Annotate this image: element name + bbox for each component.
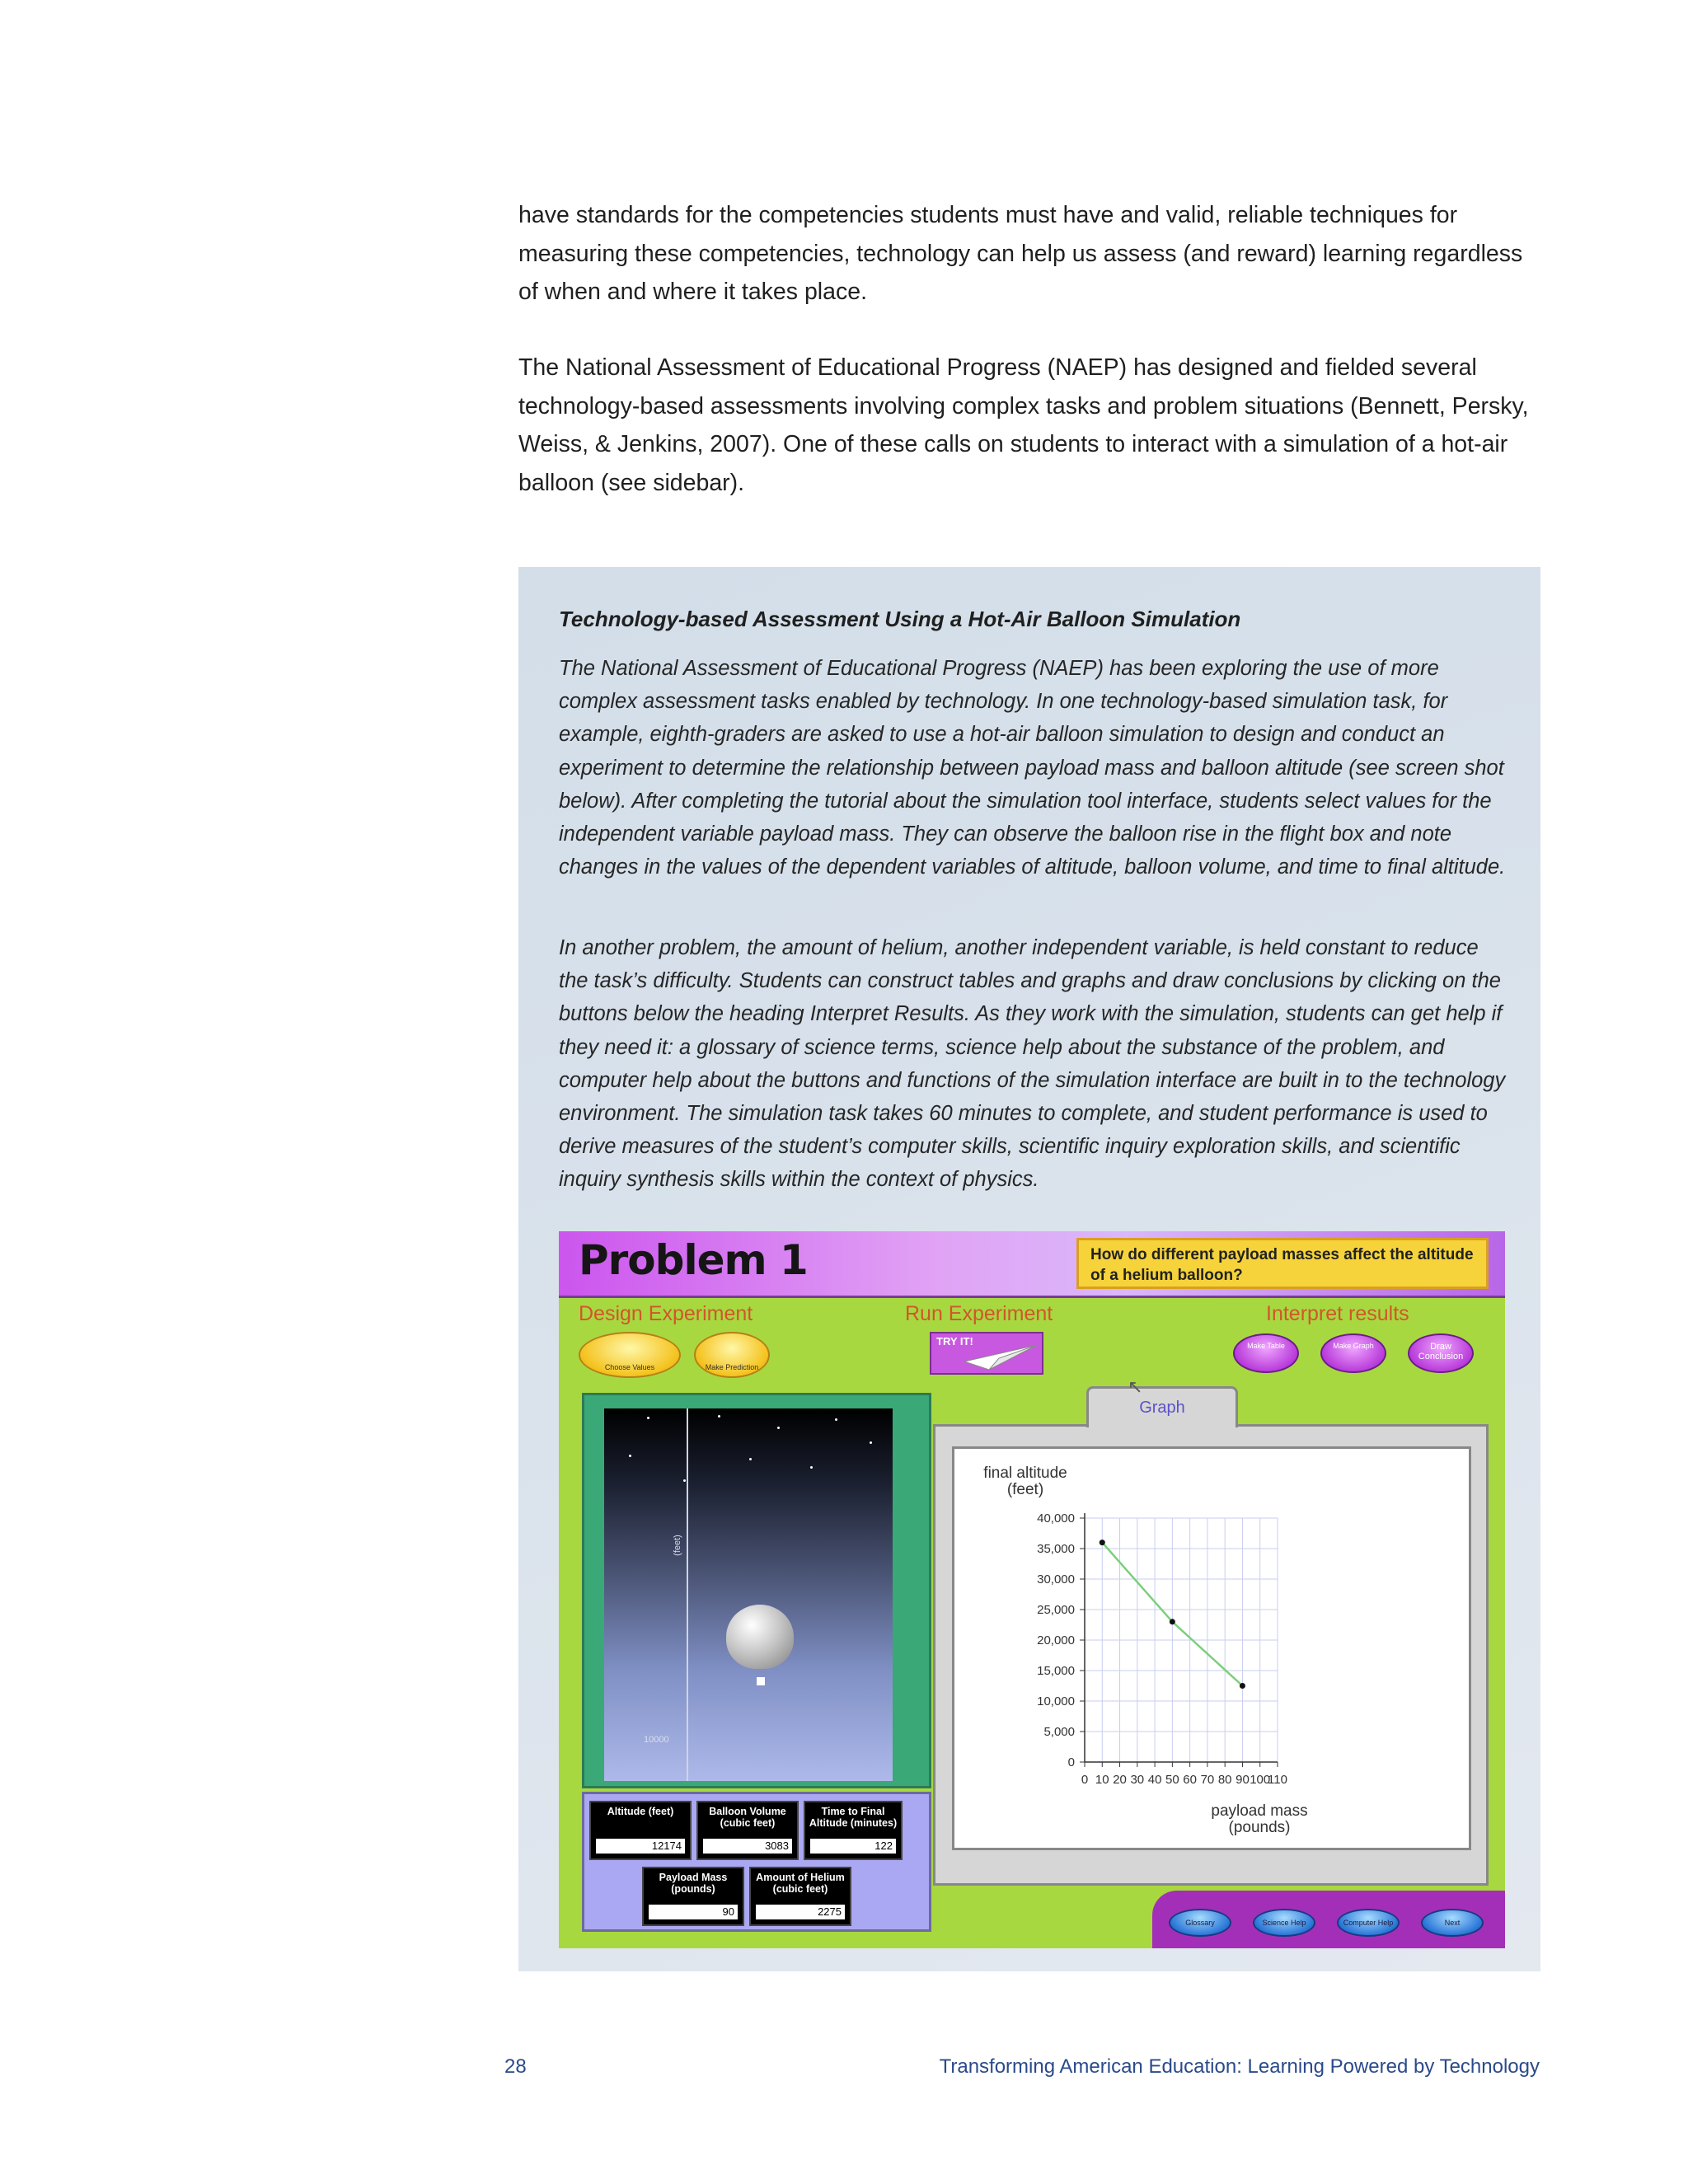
predict-button[interactable]: Make Prediction xyxy=(694,1332,770,1378)
make-table-button[interactable]: Make Table xyxy=(1233,1333,1299,1373)
try-it-button[interactable] xyxy=(930,1332,1043,1375)
time-gauge xyxy=(804,1801,903,1860)
altitude-scale-unit: (feet) xyxy=(672,1535,682,1556)
x-tick-label: 80 xyxy=(1217,1773,1232,1787)
balloon-volume-value: 3083 xyxy=(703,1839,792,1854)
star xyxy=(749,1458,752,1460)
payload-mass-gauge xyxy=(642,1867,744,1926)
page-number: 28 xyxy=(504,2055,527,2078)
y-tick-label: 10,000 xyxy=(1037,1694,1075,1708)
next-button[interactable]: Next xyxy=(1421,1909,1484,1937)
altitude-chart xyxy=(954,1449,1474,1853)
y-tick-label: 0 xyxy=(1067,1755,1075,1769)
problem-title: Problem 1 xyxy=(579,1236,808,1284)
star xyxy=(683,1479,686,1482)
x-tick-label: 10 xyxy=(1095,1773,1109,1787)
computer-help-button[interactable]: Computer Help xyxy=(1337,1909,1400,1937)
x-tick-label: 30 xyxy=(1130,1773,1145,1787)
body-paragraph-2: The National Assessment of Educational Progress (NAEP) has designed and fielded several technology-based assessments involving complex tasks and problem situations (Bennett, Persky, Weiss, & Jenkins, 2007). One of these calls on students to interact with a simulation of a hot-air balloon (see sidebar). xyxy=(518,354,1529,496)
paper-plane-icon xyxy=(931,1333,1045,1376)
y-tick-label: 5,000 xyxy=(1043,1725,1075,1739)
draw-conclusion-button[interactable]: Draw Conclusion xyxy=(1408,1333,1474,1373)
altitude-value: 12174 xyxy=(596,1839,685,1854)
tab-graph[interactable]: Graph xyxy=(1086,1386,1238,1427)
body-paragraph-1: have standards for the competencies students must have and valid, reliable techniques for measuring these competencies, technology can help us assess (and reward) learning regardless of when and where it takes place. xyxy=(518,202,1523,305)
payload-mass-label: Payload Mass (pounds) xyxy=(659,1872,728,1895)
x-axis-label: payload mass (pounds) xyxy=(1211,1802,1308,1836)
science-help-button[interactable]: Science Help xyxy=(1253,1909,1315,1937)
x-tick-label: 0 xyxy=(1081,1773,1089,1787)
y-axis-label: final altitude (feet) xyxy=(983,1465,1067,1498)
graph-area xyxy=(952,1446,1471,1850)
graph-panel xyxy=(933,1424,1489,1886)
simulation-header xyxy=(559,1231,1505,1298)
payload-mass-value[interactable]: 90 xyxy=(649,1905,738,1919)
data-point xyxy=(1100,1540,1105,1545)
star xyxy=(870,1441,872,1444)
y-tick-label: 25,000 xyxy=(1037,1603,1075,1617)
altitude-scale xyxy=(687,1408,688,1781)
altitude-scale-tick: 10000 xyxy=(644,1735,669,1745)
problem-question: How do different payload masses affect the altitude of a helium balloon? xyxy=(1076,1238,1489,1289)
star xyxy=(810,1466,813,1469)
try-it-label: TRY IT! xyxy=(936,1335,973,1347)
choose-values-button[interactable]: Choose Values xyxy=(579,1332,681,1378)
x-tick-label: 60 xyxy=(1183,1773,1197,1787)
helium-label: Amount of Helium (cubic feet) xyxy=(756,1872,845,1895)
time-value: 122 xyxy=(810,1839,896,1854)
glossary-button[interactable]: Glossary xyxy=(1169,1909,1231,1937)
balloon-basket xyxy=(757,1677,765,1685)
helium-value: 2275 xyxy=(756,1905,845,1919)
star xyxy=(718,1415,720,1418)
sidebar-box xyxy=(518,567,1540,1971)
y-tick-label: 15,000 xyxy=(1037,1664,1075,1678)
flight-box xyxy=(604,1408,893,1781)
x-tick-label: 100 xyxy=(1250,1773,1271,1787)
simulation-screenshot xyxy=(559,1231,1505,1948)
star xyxy=(647,1417,649,1419)
x-tick-label: 50 xyxy=(1165,1773,1179,1787)
time-label: Time to Final Altitude (minutes) xyxy=(809,1806,898,1829)
running-footer: Transforming American Education: Learning Powered by Technology xyxy=(939,2055,1540,2078)
run-experiment-label: Run Experiment xyxy=(905,1302,1053,1325)
star xyxy=(629,1455,631,1457)
star xyxy=(835,1418,837,1421)
sidebar-paragraph-1: The National Assessment of Educational Progress (NAEP) has been exploring the use of more complex assessment tasks enabled by technology. In one technology-based simulation task, for example, eighth-graders are asked to use a hot-air balloon simulation to design and conduct an experiment to determine the relationship between payload mass and balloon altitude (see screen shot below). After completing the tutorial about the simulation tool interface, students select values for the independent variable payload mass. They can observe the balloon rise in the flight box and note changes in the values of the dependent variables of altitude, balloon volume, and time to final altitude. xyxy=(559,657,1506,879)
mouse-cursor-icon: ↖ xyxy=(1128,1376,1143,1397)
sidebar-title: Technology-based Assessment Using a Hot-Air Balloon Simulation xyxy=(559,607,1241,631)
y-tick-label: 40,000 xyxy=(1037,1511,1075,1526)
altitude-label: Altitude (feet) xyxy=(607,1806,674,1817)
x-tick-label: 70 xyxy=(1200,1773,1215,1787)
interpret-results-label: Interpret results xyxy=(1266,1302,1409,1325)
balloon-icon xyxy=(726,1605,794,1669)
x-tick-label: 90 xyxy=(1236,1773,1250,1787)
data-point xyxy=(1240,1683,1245,1689)
x-tick-label: 110 xyxy=(1268,1773,1287,1787)
balloon-volume-label: Balloon Volume (cubic feet) xyxy=(709,1806,786,1829)
y-tick-label: 20,000 xyxy=(1037,1633,1075,1647)
x-tick-label: 20 xyxy=(1113,1773,1127,1787)
balloon-volume-gauge xyxy=(696,1801,799,1860)
altitude-gauge xyxy=(589,1801,692,1860)
help-nav-bar xyxy=(1152,1891,1505,1948)
sidebar-paragraph-2: In another problem, the amount of helium, another independent variable, is held constant to reduce the task’s difficulty. Students can construct tables and graphs and draw conclusions by clicking on the buttons below the heading Interpret Results. As they work with the simulation, students can get help if they need it: a glossary of science terms, science help about the substance of the problem, and computer help about the buttons and functions of the simulation interface are built in to the technology environment. The simulation task takes 60 minutes to complete, and student performance is used to derive measures of the student’s computer skills, scientific inquiry exploration skills, and scientific inquiry synthesis skills within the context of physics. xyxy=(559,936,1506,1192)
design-experiment-label: Design Experiment xyxy=(579,1302,753,1325)
make-graph-button[interactable]: Make Graph xyxy=(1320,1333,1386,1373)
helium-gauge xyxy=(749,1867,851,1926)
flight-box-frame xyxy=(582,1393,931,1788)
x-tick-label: 40 xyxy=(1147,1773,1162,1787)
data-point xyxy=(1170,1619,1175,1624)
y-tick-label: 35,000 xyxy=(1037,1542,1075,1556)
y-tick-label: 30,000 xyxy=(1037,1572,1075,1586)
readout-panel xyxy=(582,1792,931,1932)
star xyxy=(777,1427,780,1429)
